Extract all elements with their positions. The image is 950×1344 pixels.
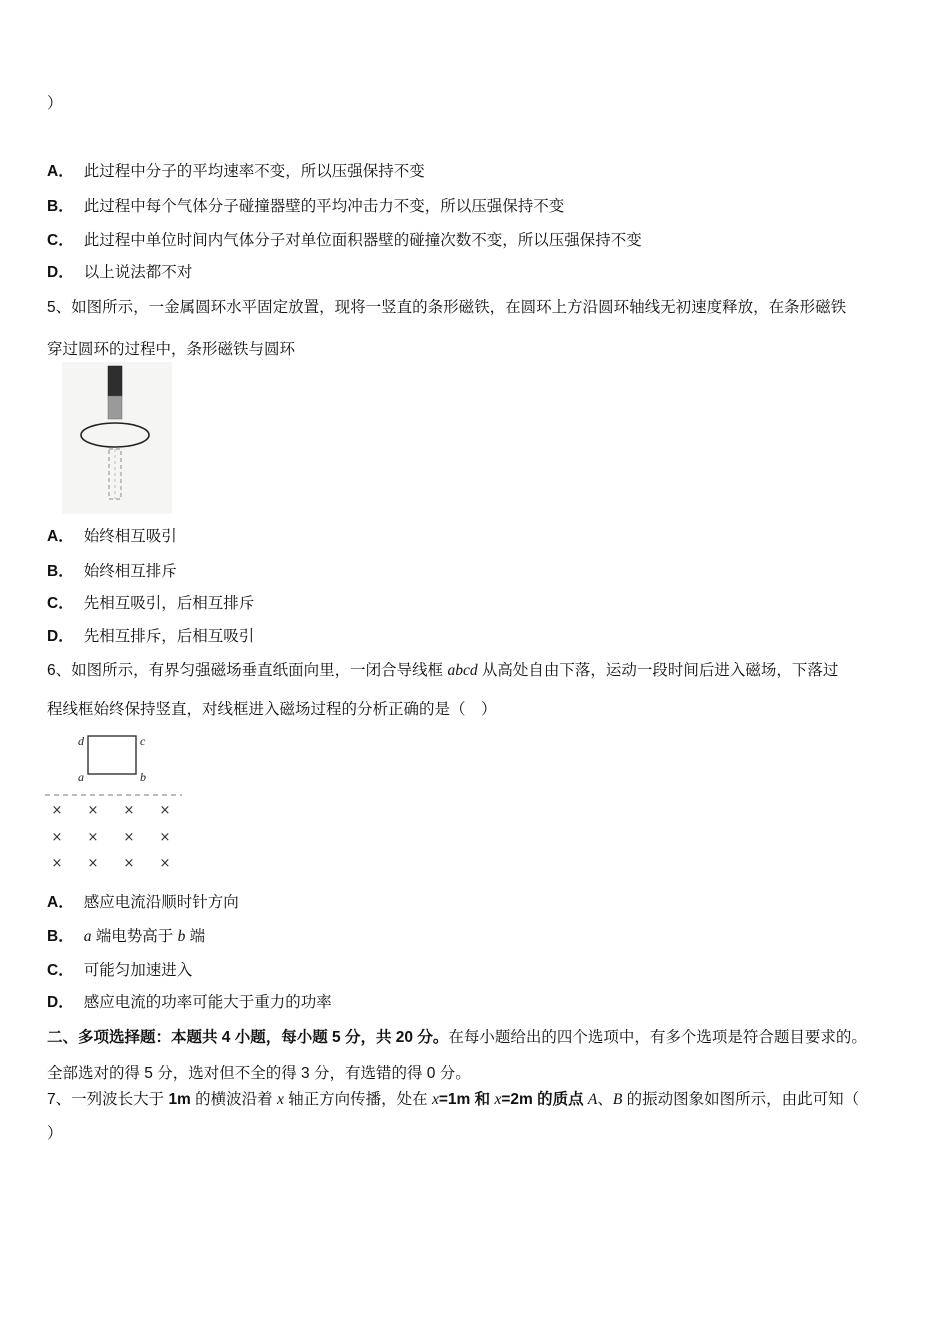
q7-text: 的振动图象如图所示，由此可知（: [622, 1091, 860, 1108]
q5-stem-line1: 5、如图所示，一金属圆环水平固定放置，现将一竖直的条形磁铁，在圆环上方沿圆环轴线无初速度释放，在条形磁铁: [47, 299, 847, 316]
wire-loop: [88, 736, 136, 774]
q5-stem-line2: 穿过圆环的过程中，条形磁铁与圆环: [47, 341, 296, 358]
field-cross: ×: [159, 830, 171, 845]
field-cross: ×: [123, 803, 135, 818]
field-cross: ×: [51, 803, 63, 818]
option-text: 感应电流沿顺时针方向: [83, 894, 239, 911]
var-A: A: [587, 1091, 598, 1108]
option-text: 始终相互排斥: [83, 563, 177, 580]
option-text: 始终相互吸引: [83, 528, 177, 545]
loop-field-figure: [45, 724, 190, 872]
q4-option-b: [47, 197, 564, 218]
field-cross: ×: [87, 803, 99, 818]
field-cross: ×: [123, 830, 135, 845]
field-cross: ×: [159, 856, 171, 871]
magnet-ring-figure: [62, 362, 172, 514]
var-x: x: [276, 1091, 284, 1108]
field-cross: ×: [87, 856, 99, 871]
q6-stem-text: 从高处自由下落，运动一段时间后进入磁场，下落过: [477, 662, 839, 679]
q7-stem-line2: ）: [47, 1125, 63, 1142]
q5-figure: [62, 362, 172, 514]
corner-label-a: a: [78, 770, 84, 784]
field-cross: ×: [51, 856, 63, 871]
q7-text: 的横波沿着: [190, 1091, 277, 1108]
option-label: A．: [47, 894, 74, 911]
option-text: 可能匀加速进入: [83, 962, 193, 979]
q7-bold-1m: 1m: [168, 1091, 191, 1108]
q6-loop-label: abcd: [447, 662, 478, 679]
continuation-paren: ）: [47, 95, 63, 112]
option-label: C．: [47, 962, 74, 979]
field-cross: ×: [51, 830, 63, 845]
q6-option-a: [47, 893, 239, 914]
corner-label-b: b: [140, 770, 146, 784]
option-label: B．: [47, 928, 74, 945]
option-label: C．: [47, 232, 74, 249]
q7-text: 轴正方向传播，处在: [283, 1091, 432, 1108]
q6-stem-line2: 程线框始终保持竖直，对线框进入磁场过程的分析正确的是（ ）: [47, 701, 497, 718]
field-cross: ×: [159, 803, 171, 818]
option-text-part: 端电势高于: [91, 928, 178, 945]
q5-option-c: [47, 594, 254, 615]
option-label: D．: [47, 264, 74, 281]
q6-stem-line1: [47, 661, 838, 682]
option-text: 感应电流的功率可能大于重力的功率: [83, 994, 332, 1011]
option-text: 先相互吸引，后相互排斥: [83, 595, 255, 612]
var-b: b: [177, 928, 186, 945]
q5-option-b: [47, 562, 177, 583]
var-x: x: [494, 1091, 502, 1108]
bar-magnet-top: [108, 366, 122, 396]
option-text: [84, 928, 205, 945]
section2-header-line2: 全部选对的得 5 分，选对但不全的得 3 分，有选错的得 0 分。: [47, 1065, 471, 1082]
q6-stem-text: 6、如图所示，有界匀强磁场垂直纸面向里，一闭合导线框: [47, 662, 448, 679]
option-text: 此过程中分子的平均速率不变，所以压强保持不变: [83, 163, 425, 180]
q5-option-a: [47, 527, 177, 548]
q4-option-a: [47, 162, 425, 183]
option-text-part: 端: [185, 928, 206, 945]
var-a: a: [83, 928, 92, 945]
section2-desc: 在每小题给出的四个选项中，有多个选项是符合题目要求的。: [448, 1029, 867, 1046]
option-text: 先相互排斥，后相互吸引: [83, 628, 255, 645]
var-x: x: [431, 1091, 439, 1108]
q4-option-c: [47, 231, 642, 252]
option-text: 以上说法都不对: [83, 264, 193, 281]
q7-text: 7、一列波长大于: [47, 1091, 169, 1108]
q6-option-b: [47, 927, 205, 948]
section2-title: 二、多项选择题：本题共 4 小题，每小题 5 分，共 20 分。: [47, 1029, 449, 1046]
q7-stem-line1: [47, 1090, 859, 1111]
option-text: 此过程中单位时间内气体分子对单位面积器壁的碰撞次数不变，所以压强保持不变: [83, 232, 642, 249]
var-B: B: [612, 1091, 623, 1108]
q7-text: =2m 的质点: [501, 1091, 588, 1108]
corner-label-c: c: [140, 734, 146, 748]
q6-option-c: [47, 961, 192, 982]
bar-magnet-bottom: [108, 396, 122, 419]
q7-text: 、: [597, 1091, 613, 1108]
section2-header-line1: [47, 1028, 867, 1049]
q4-option-d: [47, 263, 192, 284]
corner-label-d: d: [78, 734, 84, 748]
q6-option-d: [47, 993, 332, 1014]
field-cross: ×: [123, 856, 135, 871]
option-label: A．: [47, 163, 74, 180]
option-label: C．: [47, 595, 74, 612]
q5-option-d: [47, 627, 254, 648]
option-label: B．: [47, 198, 74, 215]
option-text: 此过程中每个气体分子碰撞器壁的平均冲击力不变，所以压强保持不变: [83, 198, 565, 215]
option-label: D．: [47, 994, 74, 1011]
q7-text: =1m 和: [438, 1091, 495, 1108]
option-label: D．: [47, 628, 74, 645]
field-cross: ×: [87, 830, 99, 845]
option-label: A．: [47, 528, 74, 545]
q6-figure: [45, 724, 190, 872]
option-label: B．: [47, 563, 74, 580]
